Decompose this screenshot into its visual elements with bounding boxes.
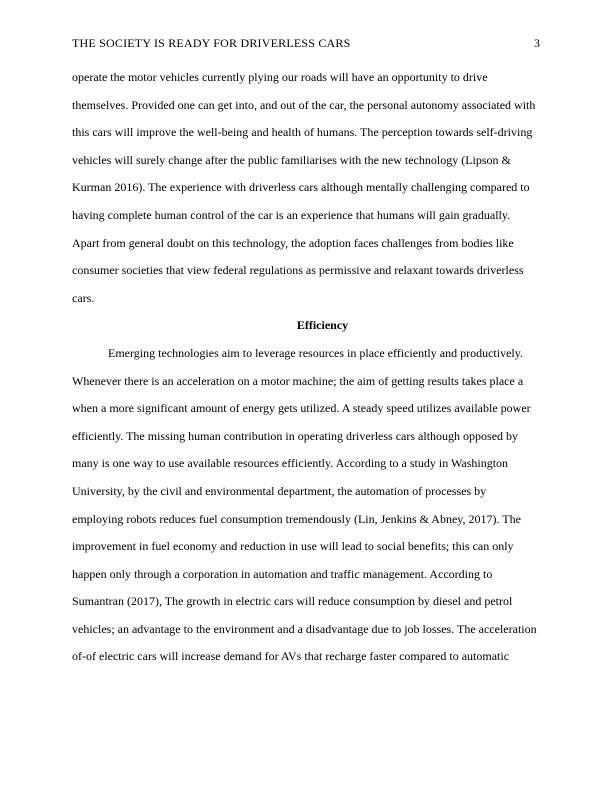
text-line: having complete human control of the car is an experience that humans will gain gradually. [72, 207, 511, 222]
text-line: Apart from general doubt on this technology, the adoption faces challenges from bodies like [72, 235, 514, 250]
running-head: THE SOCIETY IS READY FOR DRIVERLESS CARS [72, 36, 351, 50]
text-line: when a more significant amount of energy gets utilized. A steady speed utilizes available power [72, 401, 531, 416]
paragraph-efficiency [72, 340, 540, 671]
text-line: Sumantran (2017), The growth in electric cars will reduce consumption by diesel and petrol [72, 594, 513, 609]
text-line: happen only through a corporation in automation and traffic management. According to [72, 566, 493, 581]
text-line: University, by the civil and environmental department, the automation of processes by [72, 483, 487, 498]
text-line: Emerging technologies aim to leverage resources in place efficiently and productively. [108, 345, 523, 360]
text-line: efficiently. The missing human contribution in operating driverless cars although opposed by [72, 428, 519, 443]
text-line: vehicles will surely change after the public familiarises with the new technology (Lipson & [72, 152, 511, 167]
text-line: Kurman 2016). The experience with driverless cars although mentally challenging compared to [72, 180, 530, 195]
text-line: this cars will improve the well-being and health of humans. The perception towards self-driving [72, 125, 533, 140]
paragraph-continued [72, 64, 540, 312]
text-line: of-of electric cars will increase demand for AVs that recharge faster compared to automatic [72, 649, 510, 664]
text-line: cars. [72, 290, 95, 305]
text-line: vehicles; an advantage to the environment and a disadvantage due to job losses. The acceleration [72, 621, 537, 636]
text-line: operate the motor vehicles currently plying our roads will have an opportunity to drive [72, 70, 488, 84]
text-line: Whenever there is an acceleration on a motor machine; the aim of getting results takes place a [72, 373, 524, 388]
section-heading: Efficiency [296, 318, 349, 333]
text-line: many is one way to use available resources efficiently. According to a study in Washington [72, 456, 509, 471]
text-line: themselves. Provided one can get into, and out of the car, the personal autonomy associated with [72, 97, 536, 112]
body-text [72, 64, 540, 671]
text-line: employing robots reduces fuel consumption tremendously (Lin, Jenkins & Abney, 2017). The [72, 511, 521, 526]
text-line: consumer societies that view federal regulations as permissive and relaxant towards driverless [72, 263, 524, 278]
page-number: 3 [534, 36, 540, 50]
text-line: improvement in fuel economy and reduction in use will lead to social benefits; this can only [72, 539, 514, 554]
